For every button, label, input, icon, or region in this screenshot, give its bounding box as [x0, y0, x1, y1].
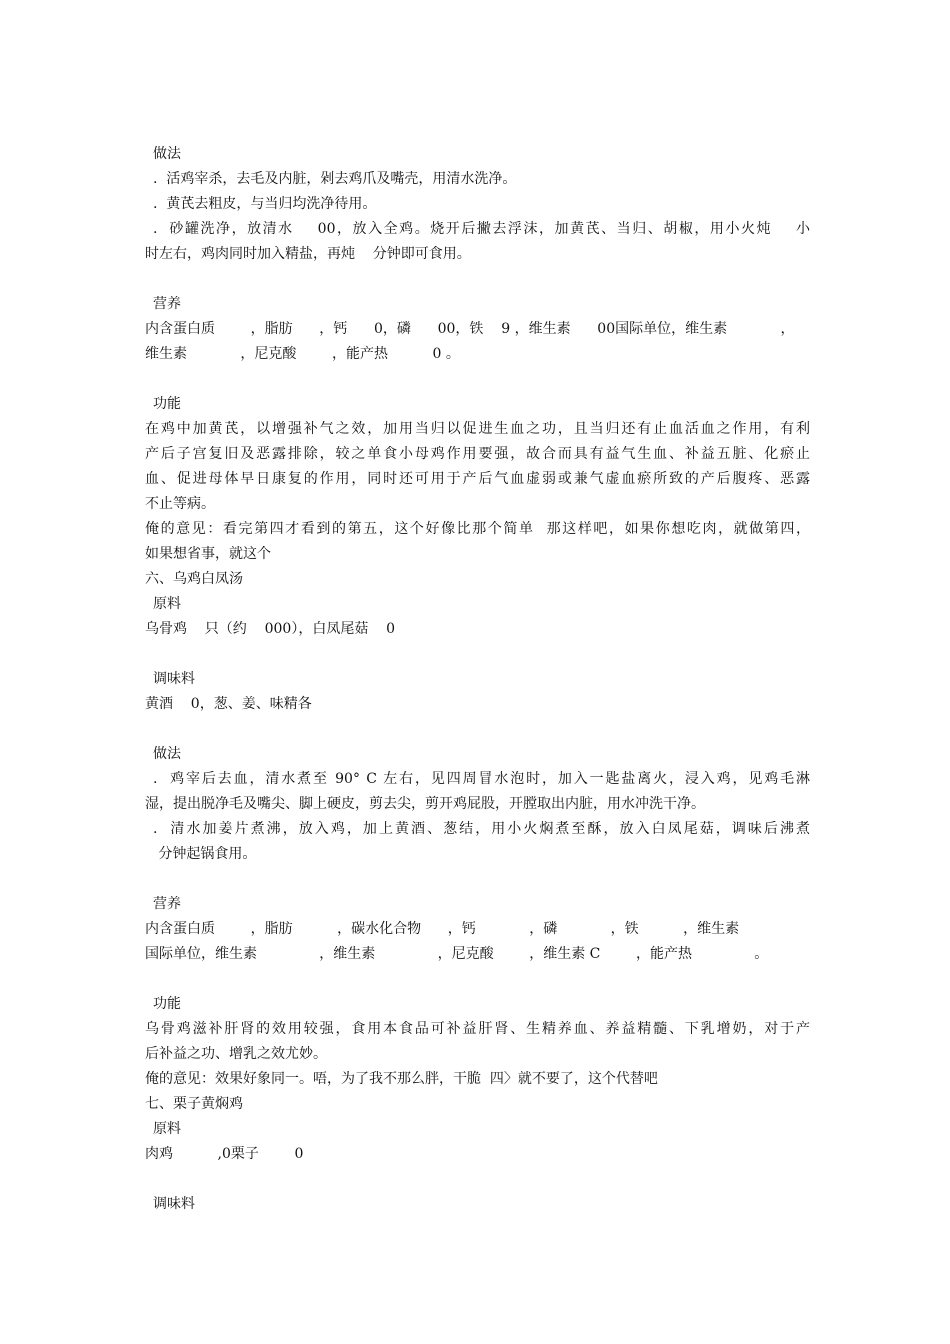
method-step: . 清水加姜片煮沸，放入鸡，加上黄酒、葱结，用小火焖煮至酥，放入白凤尾菇，调味后沸煮 — [153, 821, 810, 837]
section-heading-seasoning: 调味料 — [153, 671, 195, 687]
nutrition-text: 内含蛋白质 ，脂肪 ，钙 0，磷 00，铁 9 ，维生素 00国际单位，维生素 ， — [145, 321, 795, 337]
section-heading-nutrition: 营养 — [153, 296, 181, 312]
section-heading-function: 功能 — [153, 996, 181, 1012]
recipe-title: 七、栗子黄焖鸡 — [145, 1096, 243, 1112]
section-heading-function: 功能 — [153, 396, 181, 412]
nutrition-text: 维生素 ，尼克酸 ，能产热 0 。 — [145, 346, 460, 362]
function-text: 乌骨鸡滋补肝肾的效用较强，食用本食品可补益肝肾、生精养血、养益精髓、下乳增奶，对于产 — [145, 1021, 810, 1037]
method-step-continued: 湿，提出脱净毛及嘴尖、脚上硬皮，剪去尖，剪开鸡屁股，开膛取出内脏，用水冲洗干净。 — [145, 796, 705, 812]
section-heading-ingredients: 原料 — [153, 596, 181, 612]
ingredients-text: 肉鸡 ,0栗子 0 — [145, 1146, 304, 1162]
function-text: 在鸡中加黄芪，以增强补气之效，加用当归以促进生血之功，且当归还有止血活血之作用，有利 — [145, 421, 810, 437]
method-step: . 活鸡宰杀，去毛及内脏，剁去鸡爪及嘴壳，用清水洗净。 — [153, 171, 517, 187]
seasoning-text: 黄酒 0，葱、姜、味精各 — [145, 696, 312, 712]
function-text: 产后子宫复旧及恶露排除，较之单食小母鸡作用要强，故合而具有益气生血、补益五脏、化瘀止 — [145, 446, 810, 462]
ingredients-text: 乌骨鸡 只（约 000），白凤尾菇 0 — [145, 621, 396, 637]
nutrition-text: 国际单位，维生素 ，维生素 ，尼克酸 ，维生素 C ，能产热 。 — [145, 946, 769, 962]
section-heading-seasoning: 调味料 — [153, 1196, 195, 1212]
section-heading-method: 做法 — [153, 746, 181, 762]
method-step-continued: 时左右，鸡肉同时加入精盐，再炖 分钟即可食用。 — [145, 246, 471, 262]
recipe-title: 六、乌鸡白凤汤 — [145, 571, 243, 587]
opinion-text: 俺的意见：效果好象同一。唔，为了我不那么胖，干脆 四〉就不要了，这个代替吧 — [145, 1071, 658, 1087]
opinion-text: 如果想省事，就这个 — [145, 546, 271, 562]
section-heading-ingredients: 原料 — [153, 1121, 181, 1137]
function-text: 不止等病。 — [145, 496, 215, 512]
function-text: 后补益之功、增乳之效尤妙。 — [145, 1046, 327, 1062]
method-step: . 鸡宰后去血，清水煮至 90° C 左右，见四周冒水泡时，加入一匙盐离火，浸入鸡，见鸡毛淋 — [153, 771, 810, 787]
method-step: . 黄芪去粗皮，与当归均洗净待用。 — [153, 196, 377, 212]
section-heading-nutrition: 营养 — [153, 896, 181, 912]
opinion-text: 俺的意见：看完第四才看到的第五，这个好像比那个简单 那这样吧，如果你想吃肉，就做第四， — [145, 521, 810, 537]
method-step-continued: 分钟起锅食用。 — [145, 846, 257, 862]
nutrition-text: 内含蛋白质 ，脂肪 ，碳水化合物 ，钙 ，磷 ，铁 ，维生素 — [145, 921, 740, 937]
function-text: 血、促进母体早日康复的作用，同时还可用于产后气血虚弱或兼气虚血瘀所致的产后腹疼、恶露 — [145, 471, 810, 487]
section-heading-method: 做法 — [153, 146, 181, 162]
method-step: . 砂罐洗净，放清水 00，放入全鸡。烧开后撇去浮沫，加黄芪、当归、胡椒，用小火炖 小 — [153, 221, 810, 237]
